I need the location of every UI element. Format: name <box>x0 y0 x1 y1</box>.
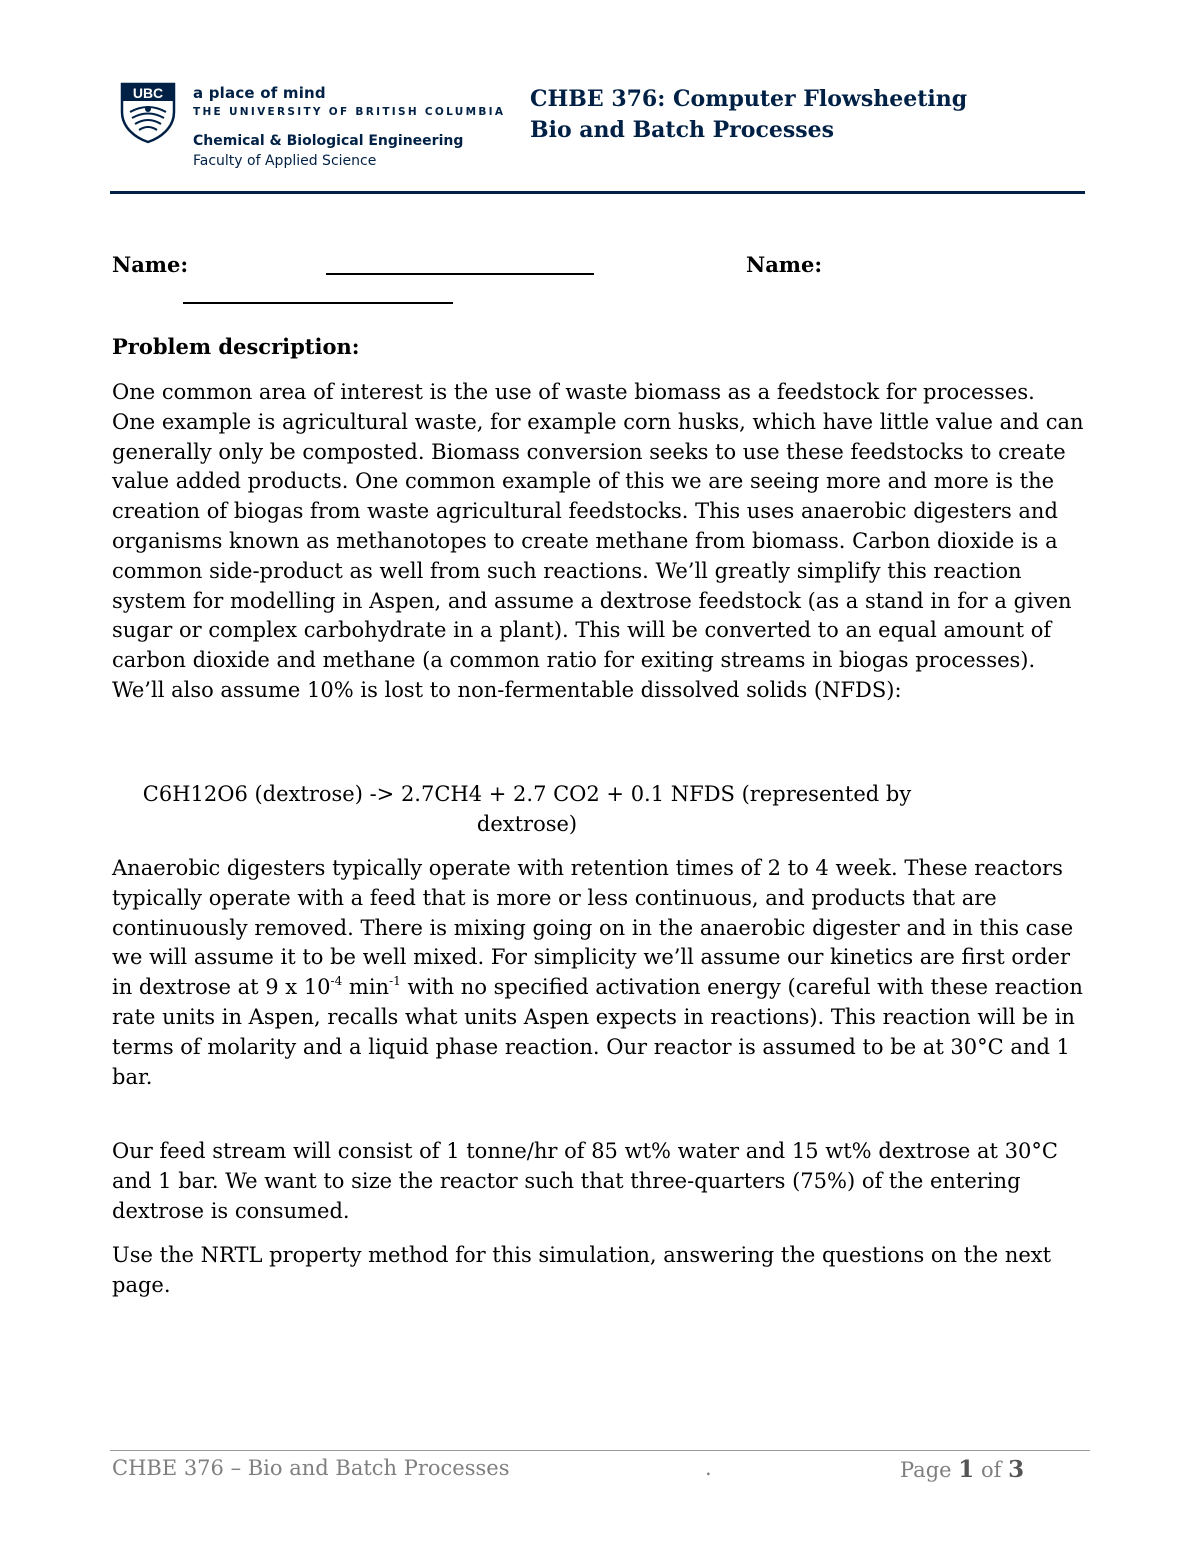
course-title-line2: Bio and Batch Processes <box>530 117 834 143</box>
problem-paragraph-1: One common area of interest is the use of waste biomass as a feedstock for processes. One example is agricultural waste, for example corn husks, which have little value and can generally only be composted. Biomass conversion seeks to use these feedstocks to create value added products. One common example of this we are seeing more and more is the creation of biogas from waste agricultural feedstocks. This uses anaerobic digesters and organisms known as methanotopes to create methane from biomass. Carbon dioxide is a common side-product as well from such reactions. We’ll greatly simplify this reaction system for modelling in Aspen, and assume a dextrose feedstock (as a stand in for a given sugar or complex carbohydrate in a plant). This will be converted to an equal amount of carbon dioxide and methane (a common ratio for exiting streams in biogas processes). We’ll also assume 10% is lost to non-fermentable dissolved solids (NFDS): <box>112 380 1084 702</box>
name-label-2: Name: <box>746 252 823 277</box>
name-blank-2[interactable] <box>183 302 453 304</box>
reaction-equation: C6H12O6 (dextrose) -> 2.7CH4 + 2.7 CO2 + 0.1 NFDS (represented by dextrose) <box>142 782 912 836</box>
problem-paragraph-3: Our feed stream will consist of 1 tonne/hr of 85 wt% water and 15 wt% dextrose at 30°C and 1 bar. We want to size the reactor such that three-quarters (75%) of the entering dextrose is consumed. <box>112 1139 1058 1223</box>
name-label-1: Name: <box>112 252 189 277</box>
course-title-line1: CHBE 376: Computer Flowsheeting <box>530 86 968 112</box>
footer-page-total: 3 <box>1008 1456 1025 1483</box>
footer-course: CHBE 376 – Bio and Batch Processes <box>112 1456 510 1480</box>
tagline: a place of mind <box>193 84 326 102</box>
footer-page-word: Page <box>900 1458 952 1482</box>
problem-heading: Problem description: <box>112 334 360 359</box>
footer-divider <box>110 1450 1090 1451</box>
faculty-name: Faculty of Applied Science <box>193 153 377 169</box>
footer-page-current: 1 <box>958 1456 975 1483</box>
name-blank-1[interactable] <box>326 273 594 275</box>
university-block <box>193 84 505 169</box>
unit-exponent: -1 <box>389 974 401 989</box>
footer-dot: . <box>705 1456 712 1480</box>
footer-page-number <box>900 1456 1024 1483</box>
course-title <box>530 84 967 146</box>
para2-text-c: with no specified activation energy (careful with these reaction rate units in Aspen, recalls what units Aspen expects in reactions). This reaction will be in terms of molarity and a liquid phase reaction. Our reactor is assumed to be at 30°C and 1 bar. <box>112 975 1083 1089</box>
problem-paragraph-4: Use the NRTL property method for this simulation, answering the questions on the next page. <box>112 1243 1052 1297</box>
para2-text-a: Anaerobic digesters typically operate with retention times of 2 to 4 week. These reactors typically operate with a feed that is more or less continuous, and products that are continuously removed. There is mixing going on in the anaerobic digester and in this case we will assume it to be well mixed. For simplicity we’ll assume our kinetics are first order in dextrose at 9 x 10 <box>112 856 1074 1000</box>
para2-text-b: min <box>342 975 390 1000</box>
logo-text: UBC <box>132 85 164 101</box>
ubc-logo <box>120 82 176 144</box>
rate-exponent: -4 <box>330 974 343 989</box>
problem-paragraph-2 <box>112 854 1084 1092</box>
footer-of-word: of <box>980 1458 1002 1482</box>
university-name: THE UNIVERSITY OF BRITISH COLUMBIA <box>193 106 506 118</box>
header-divider <box>110 191 1085 194</box>
department-name: Chemical & Biological Engineering <box>193 133 464 149</box>
